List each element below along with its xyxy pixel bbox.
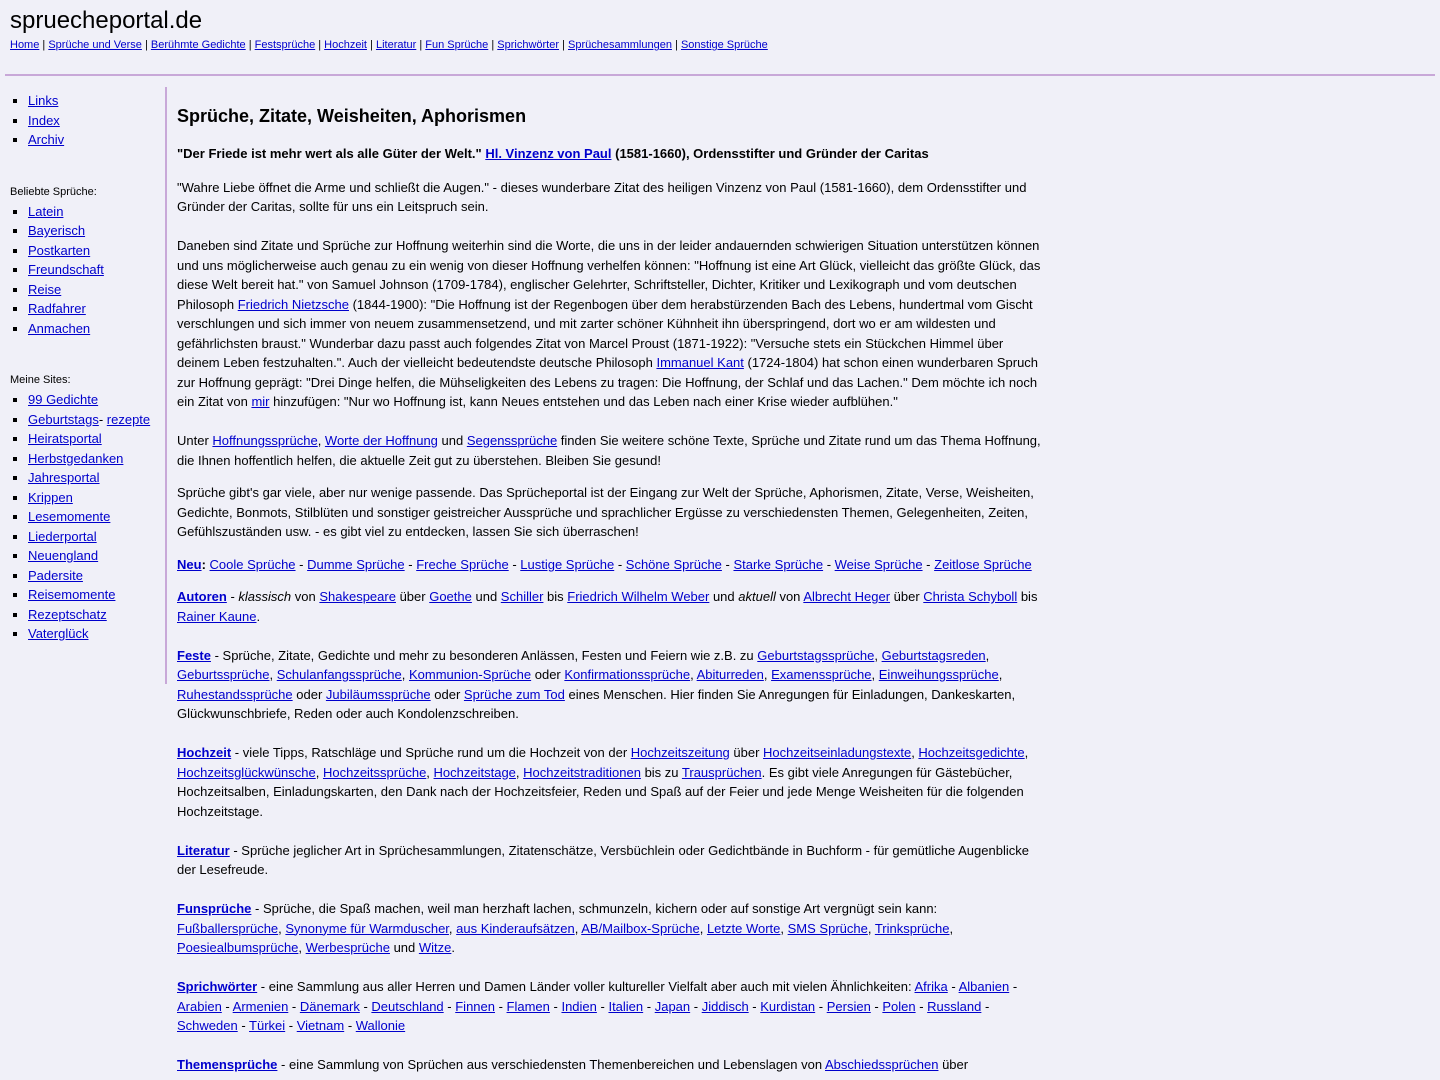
separator: | [141,39,151,51]
fun-link-item[interactable]: Letzte Worte [706,920,781,936]
separator: - [359,998,372,1014]
text: - Sprüche, die Spaß machen, weil man herzhaft lachen, schmunzeln, kichern oder auf sonstige Art vergnügt sein kann: [251,901,938,916]
sidebar-item [28,241,160,261]
feste-link-item[interactable]: Examenssprüche [771,667,872,682]
worte-hoffnung-link[interactable]: Worte der Hoffnung [324,433,438,448]
autoren-link[interactable]: Autoren [177,589,227,604]
country-link[interactable]: Afrika [914,979,948,994]
neu-category-link[interactable]: Starke Sprüche [733,556,824,572]
site-link[interactable]: Neuengland [28,548,99,563]
feste-row [177,646,1045,724]
topnav-link[interactable]: Festsprüche [254,39,316,51]
sidebar-item [28,111,160,131]
separator: , [515,764,524,780]
site-link[interactable]: Krippen [28,489,73,505]
sidebar-item [28,429,160,449]
themen-row [177,1055,1045,1075]
country-link[interactable]: Polen [882,998,916,1014]
author-link[interactable]: Goethe [429,589,472,604]
portal-paragraph: Sprüche gibt's gar viele, aber nur wenige passende. Das Sprücheportal ist der Eingang zur Welt der Sprüche, Aphorismen, Zitate, Verse, Weisheiten, Gedichte, Bonmots, Stilblüten und sonstiger geistreicher Aussprüche und sprachlicher Ergüsse zu verschiedensten Themen, Gelegenheiten, Zeiten, Gefühlszuständen usw. - es gibt viel zu entdecken, lassen Sie sich überraschen! [177,485,1034,539]
text: . Es gibt viele Anregungen für Gästebücher, Hochzeitsalben, Einladungskarten, den Dank nach der Hochzeitsfeier, Reden und Spaß auf der Feier und jede Menge Weisheiten für die folgenden Hochzeitstage. [177,764,1024,819]
separator: , [874,647,882,663]
popular-link[interactable]: Anmachen [28,320,91,336]
literatur-link[interactable]: Literatur [177,842,230,858]
neu-link[interactable]: Neu [177,556,202,572]
country-link[interactable]: Deutschland [371,998,444,1014]
text: und [437,433,467,448]
site-link[interactable]: Rezeptschatz [28,606,107,622]
separator: , [1024,745,1029,760]
featured-quote [177,144,1045,164]
text: : [201,556,206,572]
popular-link[interactable]: Bayerisch [28,223,86,238]
abschiedssprueche-link[interactable]: Abschiedssprüchen [825,1057,939,1072]
segenssprueche-link[interactable]: Segenssprüche [466,433,558,448]
text: über [890,589,924,604]
site-link[interactable]: Jahresportal [28,470,100,485]
text: aktuell [738,589,776,604]
separator: , [998,667,1003,682]
sidebar-item [28,410,160,430]
separator: - [748,998,761,1014]
separator: , [278,920,286,936]
separator: | [416,39,426,51]
sidebar-item [28,527,160,547]
literatur-row [177,841,1045,880]
sidebar-item [28,260,160,280]
site-link[interactable]: Vaterglück [28,626,89,641]
separator: , [269,667,277,682]
separator: - [947,979,959,994]
author-link[interactable]: Schiller [500,589,544,604]
quote-author-info: (1581-1660), Ordensstifter und Gründer der Caritas [615,146,929,161]
separator: , [985,647,990,663]
separator: - [508,556,521,572]
site-link[interactable]: Heiratsportal [28,431,102,446]
feste-link-item[interactable]: Abiturreden [696,667,764,682]
separator: - [404,556,417,572]
sidebar-list-main [10,91,160,150]
hoffnungssprueche-link[interactable]: Hoffnungssprüche [212,433,318,448]
hochzeit-link-item[interactable]: Hochzeitsgedichte [918,745,1025,760]
fun-link-item[interactable]: SMS Sprüche [787,920,868,936]
fun-row [177,899,1045,958]
site-link[interactable]: Liederportal [28,528,97,544]
hochzeit-row [177,743,1045,821]
sites-list [10,390,160,644]
text: und [471,589,501,604]
text: bis [543,589,568,604]
text: - eine Sammlung von Sprüchen aus verschiedensten Themenbereichen und Lebenslagen von [277,1057,825,1072]
text: - viele Tipps, Ratschläge und Sprüche rund um die Hochzeit von der [231,745,631,760]
text: finden Sie weitere schöne Texte, Sprüche und Zitate rund um das Thema Hoffnung, die Ihnen hoffentlich helfen, die aktuelle Zeit gut zu überstehen. Bleiben Sie gesund! [177,433,1041,468]
separator: - [98,411,107,427]
separator: , [871,667,879,682]
text: oder [292,686,326,702]
site-link[interactable]: Padersite [28,567,83,583]
text: über [395,589,430,604]
nietzsche-link[interactable]: Friedrich Nietzsche [237,296,349,312]
author-link[interactable]: Albrecht Heger [803,589,891,604]
text: klassisch [238,589,292,604]
separator: , [401,667,409,682]
feste-link-item[interactable]: Einweihungssprüche [878,667,999,682]
country-link[interactable]: Dänemark [299,998,360,1014]
intro-paragraph: "Wahre Liebe öffnet die Arme und schließt die Augen." - dieses wunderbare Zitat des heiligen Vinzenz von Paul (1581-1660), dem Ordensstifter und Gründer der Caritas, sollte für uns ein Leitspruch sein. [177,179,1027,214]
text: Daneben sind Zitate und Sprüche zur Hoffnung weiterhin sind die Worte, die uns in der leider andauernden schwierigen Situation unterstützen können und uns möglicherweise auch genau zu ein wenig von dieser Hoffnung verhelfen können: "Hoffnung ist eine Art Glück, vielleicht das größte Glück, das diese Welt bereit hat." von Samuel Johnson (1709-1784), englischer Gelehrter, Schriftsteller, Dichter, Kritiker und Lexikograph und vom deutschen Philosoph [177,238,1041,312]
neu-category-link[interactable]: Coole Sprüche [209,556,296,572]
text: oder [531,667,565,682]
kant-link[interactable]: Immanuel Kant [656,355,744,370]
sites-caption: Meine Sites: [10,374,71,386]
text: über [729,745,764,760]
separator: | [315,39,325,51]
author-link[interactable]: Christa Schyboll [923,589,1018,604]
sidebar-item [28,91,160,111]
feste-link-item[interactable]: Konfirmationssprüche [564,667,691,682]
country-link[interactable]: Finnen [455,998,495,1014]
separator: , [298,940,306,955]
funsprueche-link[interactable]: Funsprüche [177,901,252,916]
sprichwoerter-row [177,977,1045,1036]
topnav-link[interactable]: Sprichwörter [497,39,560,51]
sidebar-item [28,605,160,625]
sidebar-link-links[interactable]: Links [28,93,59,108]
topnav-link[interactable]: Sprüchesammlungen [568,39,672,51]
fun-link-item[interactable]: AB/Mailbox-Sprüche [581,920,700,936]
separator: - [614,556,626,572]
sidebar-item [28,280,160,300]
popular-link[interactable]: Latein [28,203,64,219]
separator: | [245,39,255,51]
feste-link[interactable]: Feste [177,647,211,663]
separator: | [671,39,681,51]
country-link[interactable]: Indien [561,998,597,1014]
quote-author-link[interactable]: Hl. Vinzenz von Paul [485,146,612,161]
country-link[interactable]: Vietnam [296,1018,345,1033]
author-link[interactable]: Friedrich Wilhelm Weber [567,589,710,604]
text: und [709,589,739,604]
neu-category-link[interactable]: Zeitlose Sprüche [934,556,1032,572]
country-link[interactable]: Schweden [177,1018,238,1033]
text: - [226,589,239,604]
hope-links-paragraph [177,431,1045,470]
separator: - [295,556,308,572]
fun-link-item[interactable]: Werbesprüche [305,940,390,955]
hochzeit-link-item[interactable]: Hochzeitssprüche [322,764,427,780]
separator: - [981,998,990,1014]
separator: - [285,1018,297,1033]
separator: - [237,1018,250,1033]
separator: - [823,556,835,572]
topnav-link[interactable]: Sonstige Sprüche [680,39,768,51]
text: Unter [177,433,213,448]
hochzeit-link[interactable]: Hochzeit [177,745,232,760]
separator: , [448,920,457,936]
separator: , [315,764,323,780]
country-link[interactable]: Flamen [506,998,550,1014]
sidebar-divider [165,87,167,684]
feste-link-item[interactable]: Kommunion-Sprüche [409,667,532,682]
popular-link[interactable]: Radfahrer [28,301,86,316]
feste-link-item[interactable]: Geburtssprüche [177,667,270,682]
sidebar-item [28,130,160,150]
sidebar-link-index[interactable]: Index [28,112,60,128]
separator: | [488,39,498,51]
country-link[interactable]: Russland [927,998,982,1014]
themensprueche-link[interactable]: Themensprüche [177,1057,278,1072]
sidebar-item [28,488,160,508]
separator: - [721,556,734,572]
country-link[interactable]: Italien [608,998,644,1014]
tod-link[interactable]: Sprüche zum Tod [463,686,565,702]
separator: , [426,764,434,780]
neu-category-link[interactable]: Dumme Sprüche [307,556,405,572]
separator: - [815,998,827,1014]
country-link[interactable]: Armenien [232,998,289,1014]
separator: - [288,998,300,1014]
fun-link-item[interactable]: Poesiealbumsprüche [177,940,299,955]
jubilaeum-link[interactable]: Jubiläumssprüche [325,686,431,702]
sidebar-item [28,299,160,319]
sprichwoerter-link[interactable]: Sprichwörter [177,979,258,994]
site-link[interactable]: 99 Gedichte [28,392,99,407]
sidebar-item [28,319,160,339]
fun-link-item[interactable]: Trinksprüche [874,920,950,936]
separator: - [344,1018,356,1033]
separator: , [690,667,697,682]
popular-link[interactable]: Freundschaft [28,262,104,277]
neu-category-link[interactable]: Lustige Sprüche [520,556,615,572]
witze-link[interactable]: Witze [418,940,452,955]
neu-row [177,555,1045,575]
text: . [256,608,261,624]
separator: - [643,998,655,1014]
popular-link[interactable]: Postkarten [28,242,91,258]
text: von [775,589,804,604]
sidebar-item [28,449,160,469]
site-link[interactable]: rezepte [106,411,151,427]
author-link[interactable]: Shakespeare [319,589,396,604]
text: - eine Sammlung aus aller Herren und Damen Länder voller kultureller Vielfalt aber auch mit vielen Ähnlichkeiten: [257,979,915,994]
feste-link-item[interactable]: Schulanfangssprüche [276,667,402,682]
separator: , [911,745,919,760]
autoren-row [177,587,1045,626]
text: hinzufügen: "Nur wo Hoffnung ist, kann Neues entstehen und das Leben nach einer Krise wieder aufblühen." [269,394,898,409]
hochzeit-link-item[interactable]: Hochzeitseinladungstexte [763,745,912,760]
sidebar-item [28,546,160,566]
sidebar [10,91,160,644]
country-link[interactable]: Jiddisch [701,998,749,1014]
separator: - [870,998,883,1014]
site-link[interactable]: Lesemomente [28,509,111,524]
separator: - [596,998,609,1014]
country-link[interactable]: Albanien [958,979,1010,994]
top-navigation [10,39,768,51]
site-title: spruecheportal.de [10,7,203,34]
separator: - [443,998,456,1014]
site-link[interactable]: Geburtstags [28,411,99,427]
header-divider [5,74,1435,76]
author-link[interactable]: Rainer Kaune [177,608,257,624]
sidebar-item [28,585,160,605]
country-link[interactable]: Wallonie [355,1018,406,1033]
quote-text: "Der Friede ist mehr wert als alle Güter der Welt." [177,146,482,161]
sidebar-item [28,468,160,488]
neu-category-link[interactable]: Freche Sprüche [416,556,509,572]
sidebar-link-archiv[interactable]: Archiv [28,132,65,147]
text: , [317,433,325,448]
sidebar-item [28,202,160,222]
feste-link-item[interactable]: Geburtstagssprüche [757,647,875,663]
text: über [938,1057,969,1072]
separator: - [915,998,928,1014]
neu-links [210,557,1032,572]
separator: , [574,920,582,936]
hochzeit-link-item[interactable]: Hochzeitstraditionen [523,764,641,780]
popular-caption: Beliebte Sprüche: [10,185,97,198]
topnav-link[interactable]: Berühmte Gedichte [150,39,246,51]
fun-link-item[interactable]: Fußballersprüche [177,920,279,936]
text: eines Menschen. Hier finden Sie Anregungen für Einladungen, Dankeskarten, Glückwunschbriefe, Reden oder auch Kondolenzschreiben. [177,686,1016,721]
hope-paragraph [177,236,1045,412]
sidebar-item [28,390,160,410]
text: oder [430,686,464,702]
topnav-link[interactable]: Hochzeit [324,39,367,51]
separator: | [366,39,376,51]
hochzeitszeitung-link[interactable]: Hochzeitszeitung [630,745,730,760]
separator: , [867,920,875,936]
separator: - [494,998,507,1014]
popular-list [10,202,160,339]
separator: - [1009,979,1018,994]
fun-links [177,921,953,956]
topnav-link[interactable]: Fun Sprüche [425,39,489,51]
text: von [291,589,320,604]
text: - Sprüche jeglicher Art in Sprüchesammlungen, Zitatenschätze, Versbüchlein oder Gedichtbände in Buchform - für gemütliche Augenblicke der Lesefreude. [177,842,1029,877]
separator: - [549,998,562,1014]
country-link[interactable]: Japan [654,998,691,1014]
text: (1844-1900): "Die Hoffnung ist der Regenbogen über dem herabstürzenden Bach des Lebens, hundertmal vom Gischt verschlungen und sich immer von neuem zusammensetzend, und mit zarter schöner Kühnheit ihn überspringend, dort wo er am wildesten und gefährlichsten braust." Wunderbar dazu passt auch folgendes Zitat von Marcel Proust (1871-1922): "Versuche stets ein Stückchen Himmel über deinem Leben festzuhalten.". Auch der vielleicht bedeutendste deutsche Philosoph [177,296,1033,370]
separator: , [763,667,772,682]
topnav-link[interactable]: Home [10,39,40,51]
separator: - [690,998,702,1014]
hochzeit-link-item[interactable]: Hochzeitstage [433,764,516,780]
separator: | [559,39,568,51]
hochzeit-link-item[interactable]: Hochzeitsglückwünsche [177,764,316,780]
country-link[interactable]: Persien [826,998,871,1014]
trausprueche-link[interactable]: Trausprüchen [681,764,762,780]
page-title: Sprüche, Zitate, Weisheiten, Aphorismen [177,106,527,126]
site-link[interactable]: Reisemomente [28,587,116,602]
neu-category-link[interactable]: Schöne Sprüche [625,556,722,572]
main-content [177,103,1045,1075]
separator: , [699,920,707,936]
separator: | [39,39,49,51]
text: . [451,940,455,955]
fun-link-item[interactable]: aus Kinderaufsätzen [456,920,575,936]
topnav-link[interactable]: Sprüche und Verse [48,39,142,51]
sidebar-item [28,566,160,586]
country-link[interactable]: Türkei [249,1018,286,1033]
text: bis zu [640,764,682,780]
popular-link[interactable]: Reise [28,281,62,297]
feste-link-item[interactable]: Ruhestandssprüche [177,686,293,702]
country-link[interactable]: Arabien [177,998,222,1014]
fun-link-item[interactable]: Synonyme für Warmduscher [285,920,449,936]
mir-link[interactable]: mir [251,394,270,409]
text: bis [1017,589,1038,604]
sidebar-item [28,221,160,241]
separator: , [780,920,788,936]
separator: , [949,920,954,936]
site-link[interactable]: Herbstgedanken [28,450,124,466]
separator: - [221,998,233,1014]
topnav-link[interactable]: Literatur [375,39,417,51]
text: und [389,940,419,955]
neu-category-link[interactable]: Weise Sprüche [834,556,923,572]
feste-link-item[interactable]: Geburtstagsreden [881,647,986,663]
country-link[interactable]: Kurdistan [760,998,816,1014]
sidebar-item [28,624,160,644]
separator: - [922,556,935,572]
sidebar-item [28,507,160,527]
text: - Sprüche, Zitate, Gedichte und mehr zu besonderen Anlässen, Festen und Feiern wie z.B. zu [210,647,758,663]
text: (1724-1804) hat schon einen wunderbaren Spruch zur Hoffnung geprägt: "Drei Dinge helfen, die Mühseligkeiten des Lebens zu tragen: Die Hoffnung, der Schlaf und das Lachen." Dem möchte ich noch ein Zitat von [177,355,1039,409]
